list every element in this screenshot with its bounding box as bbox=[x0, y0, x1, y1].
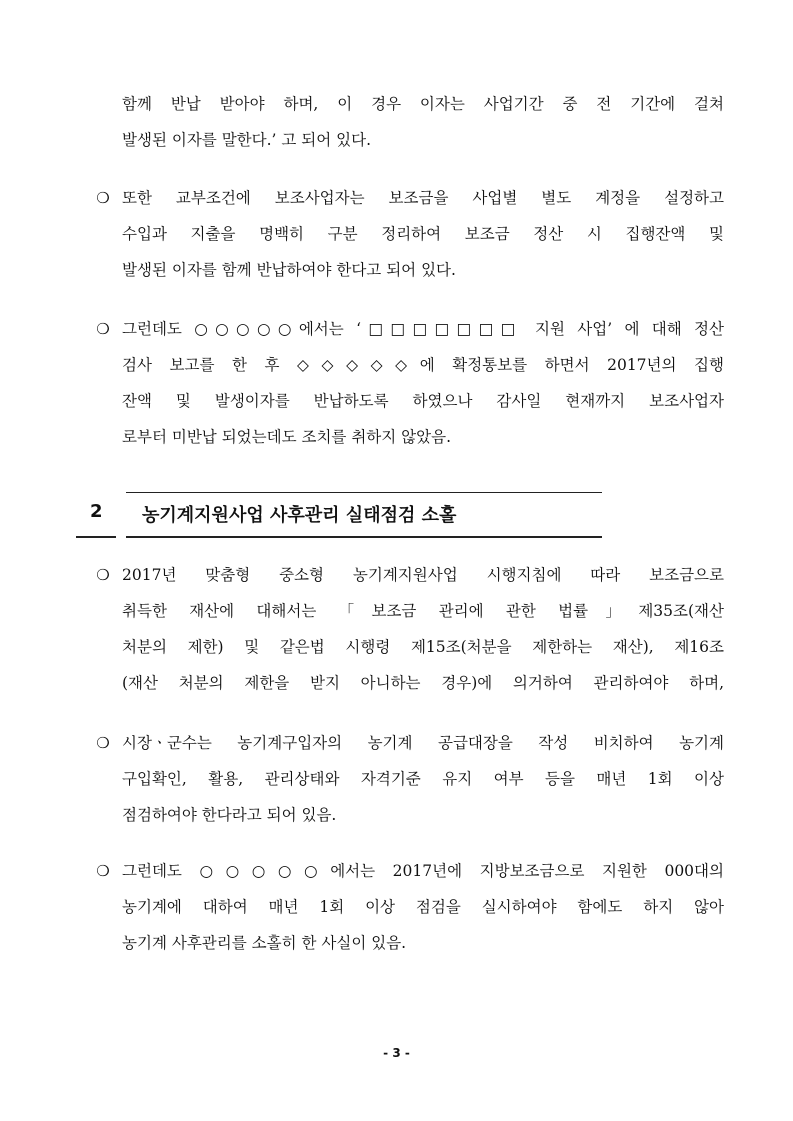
paragraph-grant-conditions bbox=[94, 186, 724, 286]
text-line: 구입확인, 활용, 관리상태와 자격기준 유지 여부 등을 매년 1회 이상 bbox=[122, 770, 724, 788]
text-line: 함께 반납 받아야 하며, 이 경우 이자는 사업기간 중 전 기간에 걸쳐 bbox=[122, 95, 724, 113]
text-line: 발생된 이자를 함께 반납하여야 한다고 되어 있다. bbox=[122, 261, 456, 279]
circle-bullet-icon: ❍ bbox=[96, 862, 110, 880]
paragraph-inspection-duty bbox=[94, 731, 724, 831]
section-heading bbox=[76, 492, 602, 538]
text-line: 그런데도 ○○○○○에서는 2017년에 지방보조금으로 지원한 000대의 bbox=[122, 862, 724, 880]
paragraph-continuation bbox=[94, 92, 724, 162]
text-line: 처분의 제한) 및 같은법 시행령 제15조(처분을 제한하는 재산), 제16조 bbox=[122, 638, 724, 656]
text-line: 시장ㆍ군수는 농기계구입자의 농기계 공급대장을 작성 비치하여 농기계 bbox=[122, 734, 724, 752]
text-line: 잔액 및 발생이자를 반납하도록 하였으나 감사일 현재까지 보조사업자 bbox=[122, 392, 724, 410]
section-number: 2 bbox=[90, 501, 103, 522]
text-line: 2017년 맞춤형 중소형 농기계지원사업 시행지침에 따라 보조금으로 bbox=[122, 566, 724, 584]
heading-bottom-rule-long bbox=[126, 536, 602, 538]
paragraph-negligence bbox=[94, 859, 724, 959]
text-line: 수입과 지출을 명백히 구분 정리하여 보조금 정산 시 집행잔액 및 bbox=[122, 225, 724, 243]
text-line: (재산 처분의 제한을 받지 아니하는 경우)에 의거하여 관리하여야 하며, bbox=[122, 674, 724, 692]
section-title: 농기계지원사업 사후관리 실태점검 소홀 bbox=[142, 505, 457, 526]
text-line: 그런데도 ○○○○○에서는 ‘□□□□□□□ 지원 사업’ 에 대해 정산 bbox=[122, 320, 724, 338]
text-line: 농기계에 대하여 매년 1회 이상 점검을 실시하여야 함에도 하지 않아 bbox=[122, 898, 724, 916]
page-number: - 3 - bbox=[383, 1046, 410, 1060]
text-line: 농기계 사후관리를 소홀히 한 사실이 있음. bbox=[122, 934, 407, 952]
text-line: 발생된 이자를 말한다.’ 고 되어 있다. bbox=[122, 131, 372, 149]
paragraph-finding bbox=[94, 317, 724, 457]
text-line: 점검하여야 한다라고 되어 있음. bbox=[122, 806, 337, 824]
text-line: 취득한 재산에 대해서는 「보조금 관리에 관한 법률」제35조(재산 bbox=[122, 602, 724, 620]
circle-bullet-icon: ❍ bbox=[96, 320, 110, 338]
heading-bottom-rule-short bbox=[76, 536, 116, 538]
circle-bullet-icon: ❍ bbox=[96, 734, 110, 752]
paragraph-guideline bbox=[94, 563, 724, 703]
text-line: 로부터 미반납 되었는데도 조치를 취하지 않았음. bbox=[122, 428, 452, 446]
circle-bullet-icon: ❍ bbox=[96, 189, 110, 207]
heading-top-rule bbox=[126, 492, 602, 493]
circle-bullet-icon: ❍ bbox=[96, 566, 110, 584]
text-line: 검사 보고를 한 후 ◇◇◇◇◇에 확정통보를 하면서 2017년의 집행 bbox=[122, 356, 724, 374]
text-line: 또한 교부조건에 보조사업자는 보조금을 사업별 별도 계정을 설정하고 bbox=[122, 189, 724, 207]
